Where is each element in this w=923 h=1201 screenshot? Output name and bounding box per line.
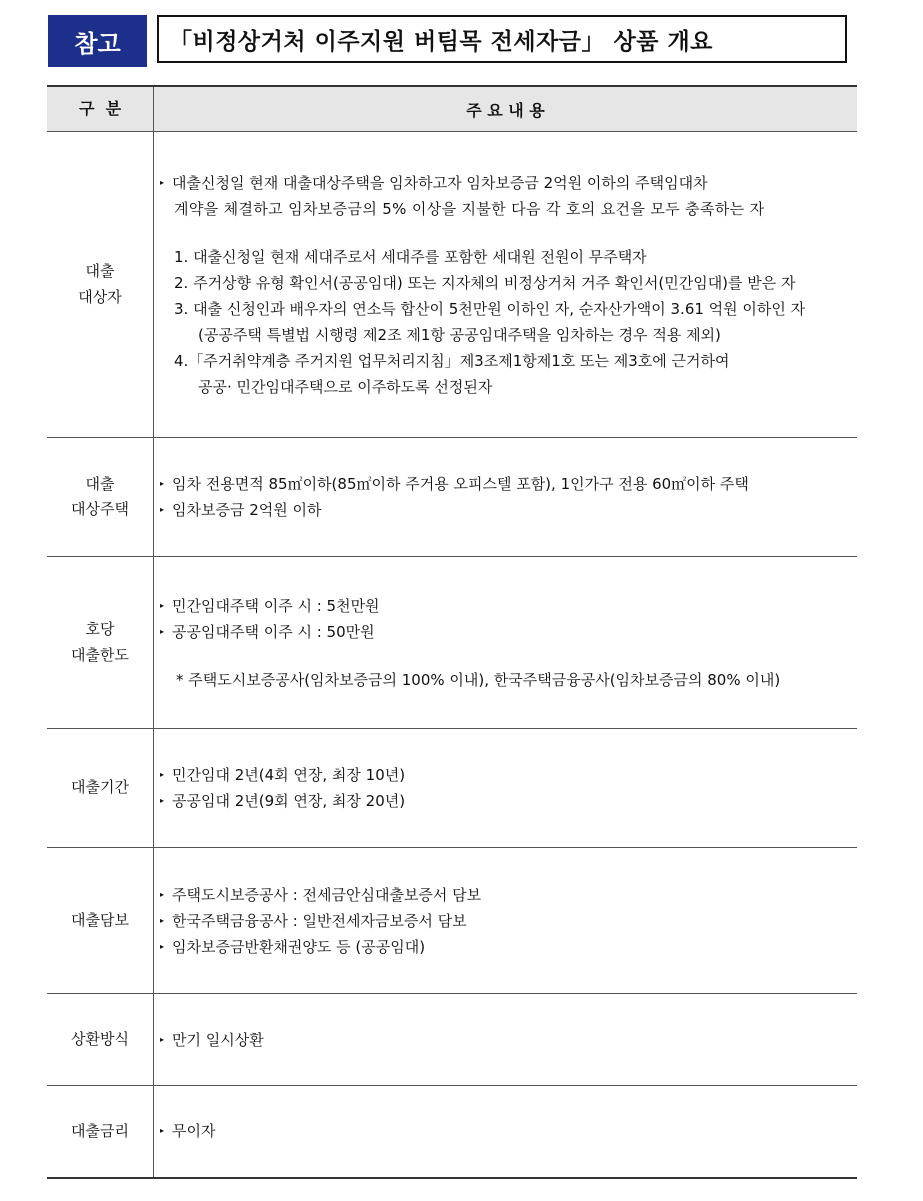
small-triangle-bullet-icon: ▸ xyxy=(160,1034,165,1044)
numbered-item-4-cont: 공공· 민간임대주택으로 이주하도록 선정된자 xyxy=(198,377,493,396)
row-label-text: 대출기간 xyxy=(71,778,129,797)
product-overview-table xyxy=(47,85,857,1179)
list-item-text: 공공임대 2년(9회 연장, 최장 20년) xyxy=(172,792,406,810)
list-item-text: 민간임대주택 이주 시 : 5천만원 xyxy=(172,596,380,615)
list-item-text-cont: 계약을 체결하고 임차보증금의 5% 이상을 지불한 다음 각 호의 요건을 모두 충족하는 자 xyxy=(174,199,765,218)
footnote: * 주택도시보증공사(임차보증금의 100% 이내), 한국주택금융공사(임차보증금의 80% 이내) xyxy=(176,670,781,689)
table-row xyxy=(47,729,857,848)
list-item xyxy=(160,788,853,814)
row-content-repay xyxy=(154,994,858,1086)
row-label-repay xyxy=(47,994,154,1086)
small-triangle-bullet-icon: ▸ xyxy=(160,889,165,899)
numbered-item-4: 4.「주거취약계층 주거지원 업무처리지침」제3조제1항제1호 또는 제3호에 근거하여 xyxy=(174,351,730,370)
page-header xyxy=(48,15,851,67)
row-content-limit xyxy=(154,557,858,729)
list-item-text: 대출신청일 현재 대출대상주택을 임차하고자 임차보증금 2억원 이하의 주택임대차 xyxy=(172,173,708,192)
list-item-text: 임차 전용면적 85㎡이하(85㎡이하 주거용 오피스텔 포함), 1인가구 전용 60㎡이하 주택 xyxy=(172,475,749,493)
row-label-house xyxy=(47,438,154,557)
small-triangle-bullet-icon: ▸ xyxy=(160,796,165,805)
row-content-rate xyxy=(154,1086,858,1178)
row-label-text: 호당 대출한도 xyxy=(71,620,129,664)
list-item xyxy=(160,1118,853,1144)
row-content-period xyxy=(154,729,858,848)
header-category: 구 분 xyxy=(47,86,154,132)
list-item-text: 임차보증금 2억원 이하 xyxy=(172,501,322,519)
list-item xyxy=(160,908,853,934)
list-item xyxy=(160,934,853,960)
list-item-text: 한국주택금융공사 : 일반전세자금보증서 담보 xyxy=(172,911,467,930)
list-item xyxy=(160,882,853,908)
small-triangle-bullet-icon: ▸ xyxy=(160,941,165,951)
row-label-text: 대출담보 xyxy=(71,910,129,929)
table-row xyxy=(47,848,857,994)
row-label-text: 대출 대상주택 xyxy=(71,474,129,518)
list-item xyxy=(160,619,853,645)
list-item xyxy=(160,471,853,497)
list-item-text: 임차보증금반환채권양도 등 (공공임대) xyxy=(172,937,426,956)
table-row xyxy=(47,994,857,1086)
list-item-text: 공공임대주택 이주 시 : 50만원 xyxy=(172,622,375,641)
row-label-limit xyxy=(47,557,154,729)
table-row xyxy=(47,132,857,438)
numbered-item-3-cont: (공공주택 특별법 시행령 제2조 제1항 공공임대주택을 임차하는 경우 적용 제외) xyxy=(198,325,721,344)
small-triangle-bullet-icon: ▸ xyxy=(160,770,165,779)
header-content: 주 요 내 용 xyxy=(154,86,858,132)
list-item-text: 주택도시보증공사 : 전세금안심대출보증서 담보 xyxy=(172,885,482,904)
row-label-rate xyxy=(47,1086,154,1178)
row-content-security xyxy=(154,848,858,994)
list-item xyxy=(160,762,853,788)
list-item-text: 민간임대 2년(4회 연장, 최장 10년) xyxy=(172,766,406,784)
numbered-item-3: 3. 대출 신청인과 배우자의 연소득 합산이 5천만원 이하인 자, 순자산가액이 3.61 억원 이하인 자 xyxy=(174,299,806,318)
table-row xyxy=(47,557,857,729)
row-label-period xyxy=(47,729,154,848)
row-label-text: 상환방식 xyxy=(71,1029,129,1048)
list-item xyxy=(160,497,853,523)
small-triangle-bullet-icon: ▸ xyxy=(160,600,165,610)
row-label-target xyxy=(47,132,154,438)
list-item xyxy=(160,1027,853,1053)
list-item xyxy=(160,593,853,619)
table-row xyxy=(47,1086,857,1178)
small-triangle-bullet-icon: ▸ xyxy=(160,915,165,925)
table-header-row xyxy=(47,86,857,132)
small-triangle-bullet-icon: ▸ xyxy=(160,479,165,488)
numbered-item-2: 2. 주거상향 유형 확인서(공공임대) 또는 지자체의 비정상거처 거주 확인서(민간임대)를 받은 자 xyxy=(174,273,796,292)
spacer xyxy=(160,222,853,244)
list-item-text: 만기 일시상환 xyxy=(172,1030,264,1049)
row-label-text: 대출 대상자 xyxy=(78,262,122,306)
list-item xyxy=(160,170,853,196)
row-content-target xyxy=(154,132,858,438)
row-label-security xyxy=(47,848,154,994)
small-triangle-bullet-icon: ▸ xyxy=(160,1126,165,1136)
numbered-item-1: 1. 대출신청일 현재 세대주로서 세대주를 포함한 세대원 전원이 무주택자 xyxy=(174,247,647,266)
small-triangle-bullet-icon: ▸ xyxy=(160,626,165,636)
list-item-text: 무이자 xyxy=(172,1122,216,1141)
small-triangle-bullet-icon: ▸ xyxy=(160,177,165,187)
page-title: 「비정상거처 이주지원 버팀목 전세자금」 상품 개요 xyxy=(157,15,847,63)
row-content-house xyxy=(154,438,858,557)
row-label-text: 대출금리 xyxy=(71,1121,129,1140)
small-triangle-bullet-icon: ▸ xyxy=(160,505,165,514)
table-row xyxy=(47,438,857,557)
reference-badge: 참고 xyxy=(48,15,147,67)
